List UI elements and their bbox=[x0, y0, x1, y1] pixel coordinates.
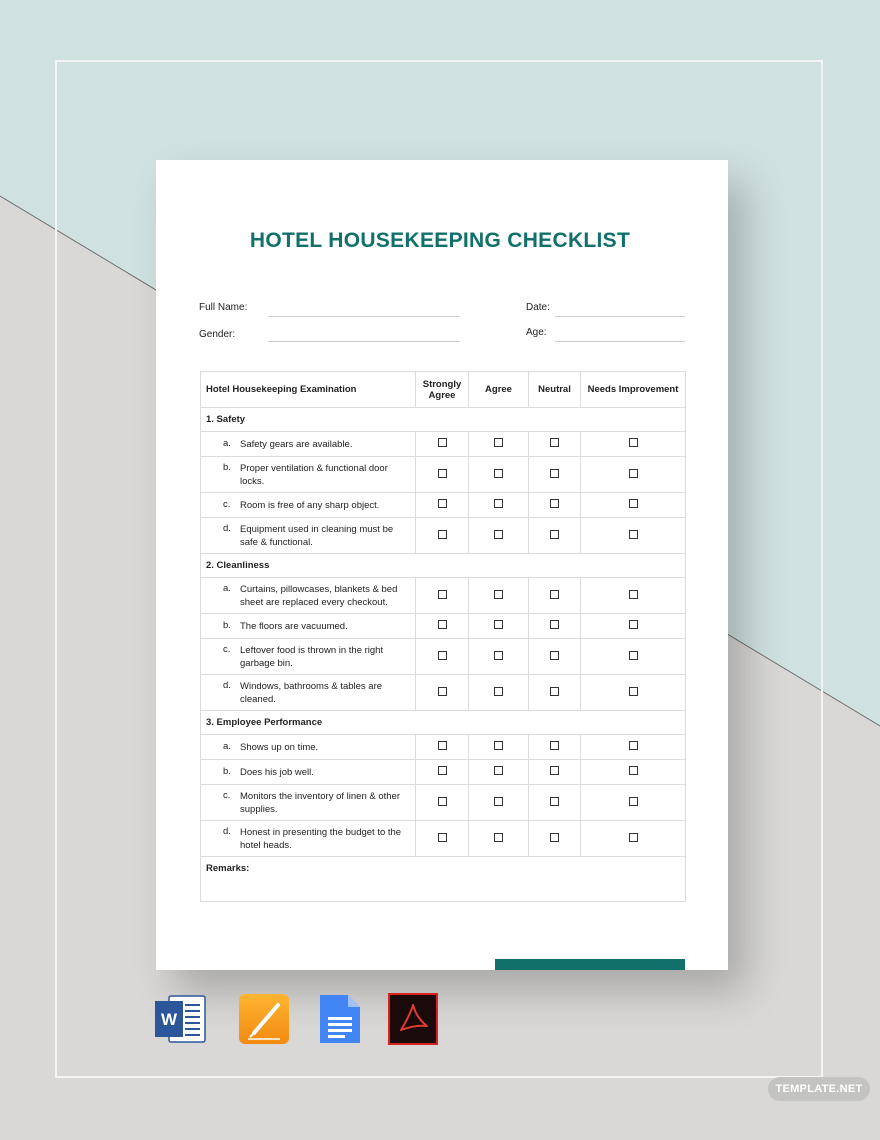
checkbox-strongly-agree[interactable] bbox=[438, 766, 447, 775]
checkbox-strongly-agree[interactable] bbox=[438, 590, 447, 599]
word-icon[interactable] bbox=[155, 993, 207, 1045]
checkbox-neutral[interactable] bbox=[550, 590, 559, 599]
checklist-item-row bbox=[201, 639, 686, 675]
item-letter: d. bbox=[223, 679, 231, 691]
rating-cell bbox=[581, 457, 686, 493]
checkbox-agree[interactable] bbox=[494, 530, 503, 539]
section-row bbox=[201, 554, 686, 578]
rating-cell bbox=[529, 457, 581, 493]
item-description bbox=[201, 578, 416, 614]
checklist-item-row bbox=[201, 735, 686, 760]
checkbox-agree[interactable] bbox=[494, 833, 503, 842]
rating-cell bbox=[529, 785, 581, 821]
item-text: Curtains, pillowcases, blankets & bed sheet are replaced every checkout. bbox=[240, 583, 398, 608]
item-text: Monitors the inventory of linen & other supplies. bbox=[240, 790, 401, 815]
rating-cell bbox=[529, 821, 581, 857]
checkbox-needs-improvement[interactable] bbox=[629, 766, 638, 775]
rating-cell bbox=[581, 518, 686, 554]
checkbox-needs-improvement[interactable] bbox=[629, 741, 638, 750]
header-examination: Hotel Housekeeping Examination bbox=[201, 372, 416, 408]
checkbox-neutral[interactable] bbox=[550, 687, 559, 696]
item-description bbox=[201, 457, 416, 493]
item-letter: a. bbox=[223, 437, 231, 449]
rating-cell bbox=[581, 785, 686, 821]
svg-text:W: W bbox=[160, 1010, 178, 1029]
checklist-item-row bbox=[201, 578, 686, 614]
age-label: Age: bbox=[526, 327, 547, 338]
header-neutral: Neutral bbox=[529, 372, 581, 408]
item-description bbox=[201, 432, 416, 457]
rating-cell bbox=[469, 578, 529, 614]
table-header-row bbox=[201, 372, 686, 408]
checkbox-needs-improvement[interactable] bbox=[629, 499, 638, 508]
item-description bbox=[201, 821, 416, 857]
rating-cell bbox=[416, 785, 469, 821]
checkbox-neutral[interactable] bbox=[550, 741, 559, 750]
section-title: 3. Employee Performance bbox=[201, 711, 686, 735]
item-text: Equipment used in cleaning must be safe & functional. bbox=[240, 523, 394, 548]
item-text: Honest in presenting the budget to the hotel heads. bbox=[240, 826, 402, 851]
rating-cell bbox=[416, 493, 469, 518]
checkbox-strongly-agree[interactable] bbox=[438, 530, 447, 539]
item-text: Room is free of any sharp object. bbox=[240, 499, 380, 511]
item-text: Leftover food is thrown in the right garbage bin. bbox=[240, 644, 384, 669]
rating-cell bbox=[416, 821, 469, 857]
checklist-item-row bbox=[201, 493, 686, 518]
rating-cell bbox=[469, 518, 529, 554]
checkbox-neutral[interactable] bbox=[550, 620, 559, 629]
remarks-field[interactable]: Remarks: bbox=[201, 857, 686, 902]
item-description bbox=[201, 760, 416, 785]
gender-field[interactable] bbox=[268, 341, 460, 342]
checkbox-needs-improvement[interactable] bbox=[629, 590, 638, 599]
checkbox-strongly-agree[interactable] bbox=[438, 499, 447, 508]
checklist-item-row bbox=[201, 760, 686, 785]
checklist-item-row bbox=[201, 614, 686, 639]
rating-cell bbox=[469, 457, 529, 493]
item-text: Safety gears are available. bbox=[240, 438, 353, 450]
rating-cell bbox=[416, 675, 469, 711]
rating-cell bbox=[529, 493, 581, 518]
item-letter: a. bbox=[223, 740, 231, 752]
checkbox-agree[interactable] bbox=[494, 687, 503, 696]
rating-cell bbox=[581, 432, 686, 457]
checkbox-strongly-agree[interactable] bbox=[438, 687, 447, 696]
rating-cell bbox=[469, 639, 529, 675]
checklist-table bbox=[200, 371, 686, 902]
pages-icon[interactable] bbox=[238, 993, 290, 1045]
item-letter: b. bbox=[223, 765, 231, 777]
item-text: Does his job well. bbox=[240, 766, 314, 778]
checkbox-neutral[interactable] bbox=[550, 833, 559, 842]
checkbox-agree[interactable] bbox=[494, 438, 503, 447]
rating-cell bbox=[529, 432, 581, 457]
pdf-icon[interactable] bbox=[388, 993, 440, 1045]
checkbox-neutral[interactable] bbox=[550, 797, 559, 806]
rating-cell bbox=[416, 518, 469, 554]
item-letter: d. bbox=[223, 522, 231, 534]
rating-cell bbox=[469, 760, 529, 785]
checkbox-needs-improvement[interactable] bbox=[629, 833, 638, 842]
checkbox-strongly-agree[interactable] bbox=[438, 438, 447, 447]
checkbox-agree[interactable] bbox=[494, 741, 503, 750]
checkbox-neutral[interactable] bbox=[550, 499, 559, 508]
item-letter: c. bbox=[223, 789, 231, 801]
rating-cell bbox=[469, 432, 529, 457]
full-name-label: Full Name: bbox=[199, 302, 248, 313]
item-description bbox=[201, 639, 416, 675]
rating-cell bbox=[416, 735, 469, 760]
checkbox-needs-improvement[interactable] bbox=[629, 438, 638, 447]
checkbox-neutral[interactable] bbox=[550, 766, 559, 775]
rating-cell bbox=[469, 735, 529, 760]
item-text: The floors are vacuumed. bbox=[240, 620, 348, 632]
checklist-item-row bbox=[201, 432, 686, 457]
checklist-body bbox=[201, 408, 686, 902]
checkbox-agree[interactable] bbox=[494, 766, 503, 775]
item-letter: a. bbox=[223, 582, 231, 594]
rating-cell bbox=[416, 614, 469, 639]
checkbox-agree[interactable] bbox=[494, 499, 503, 508]
section-title: 1. Safety bbox=[201, 408, 686, 432]
rating-cell bbox=[581, 760, 686, 785]
checkbox-strongly-agree[interactable] bbox=[438, 651, 447, 660]
rating-cell bbox=[416, 432, 469, 457]
footer-accent-bar bbox=[495, 959, 685, 970]
rating-cell bbox=[469, 821, 529, 857]
checklist-item-row bbox=[201, 457, 686, 493]
checkbox-strongly-agree[interactable] bbox=[438, 469, 447, 478]
checkbox-strongly-agree[interactable] bbox=[438, 833, 447, 842]
item-description bbox=[201, 785, 416, 821]
rating-cell bbox=[581, 614, 686, 639]
item-text: Shows up on time. bbox=[240, 741, 319, 753]
checkbox-neutral[interactable] bbox=[550, 438, 559, 447]
rating-cell bbox=[469, 675, 529, 711]
rating-cell bbox=[529, 675, 581, 711]
rating-cell bbox=[529, 735, 581, 760]
checkbox-agree[interactable] bbox=[494, 590, 503, 599]
item-description bbox=[201, 614, 416, 639]
item-description bbox=[201, 493, 416, 518]
checkbox-strongly-agree[interactable] bbox=[438, 741, 447, 750]
checklist-item-row bbox=[201, 518, 686, 554]
google-docs-icon[interactable] bbox=[314, 993, 366, 1045]
item-letter: b. bbox=[223, 461, 231, 473]
date-field[interactable] bbox=[555, 316, 685, 317]
section-title: 2. Cleanliness bbox=[201, 554, 686, 578]
date-label: Date: bbox=[526, 302, 550, 313]
rating-cell bbox=[529, 518, 581, 554]
rating-cell bbox=[416, 457, 469, 493]
rating-cell bbox=[581, 675, 686, 711]
checkbox-needs-improvement[interactable] bbox=[629, 530, 638, 539]
checkbox-strongly-agree[interactable] bbox=[438, 620, 447, 629]
rating-cell bbox=[529, 639, 581, 675]
rating-cell bbox=[469, 614, 529, 639]
checkbox-neutral[interactable] bbox=[550, 469, 559, 478]
item-description bbox=[201, 518, 416, 554]
rating-cell bbox=[529, 760, 581, 785]
section-row bbox=[201, 711, 686, 735]
checkbox-neutral[interactable] bbox=[550, 651, 559, 660]
rating-cell bbox=[581, 493, 686, 518]
checkbox-agree[interactable] bbox=[494, 620, 503, 629]
age-field[interactable] bbox=[555, 341, 685, 342]
item-letter: b. bbox=[223, 619, 231, 631]
header-agree: Agree bbox=[469, 372, 529, 408]
rating-cell bbox=[416, 760, 469, 785]
rating-cell bbox=[581, 735, 686, 760]
checkbox-needs-improvement[interactable] bbox=[629, 469, 638, 478]
item-letter: c. bbox=[223, 498, 231, 510]
checkbox-needs-improvement[interactable] bbox=[629, 620, 638, 629]
rating-cell bbox=[469, 493, 529, 518]
rating-cell bbox=[416, 578, 469, 614]
checkbox-agree[interactable] bbox=[494, 469, 503, 478]
item-text: Windows, bathrooms & tables are cleaned. bbox=[240, 680, 383, 705]
item-letter: c. bbox=[223, 643, 231, 655]
checkbox-neutral[interactable] bbox=[550, 530, 559, 539]
header-needs-improvement: Needs Improvement bbox=[581, 372, 686, 408]
checkbox-strongly-agree[interactable] bbox=[438, 797, 447, 806]
checkbox-needs-improvement[interactable] bbox=[629, 797, 638, 806]
rating-cell bbox=[581, 578, 686, 614]
rating-cell bbox=[529, 614, 581, 639]
template-net-watermark: TEMPLATE.NET bbox=[768, 1077, 870, 1101]
checklist-item-row bbox=[201, 821, 686, 857]
full-name-field[interactable] bbox=[268, 316, 460, 317]
checkbox-agree[interactable] bbox=[494, 797, 503, 806]
rating-cell bbox=[469, 785, 529, 821]
rating-cell bbox=[581, 821, 686, 857]
remarks-row bbox=[201, 857, 686, 902]
document-title: HOTEL HOUSEKEEPING CHECKLIST bbox=[249, 229, 631, 252]
checklist-item-row bbox=[201, 675, 686, 711]
gender-label: Gender: bbox=[199, 329, 236, 340]
section-row bbox=[201, 408, 686, 432]
checkbox-needs-improvement[interactable] bbox=[629, 687, 638, 696]
checkbox-agree[interactable] bbox=[494, 651, 503, 660]
item-description bbox=[201, 735, 416, 760]
checklist-item-row bbox=[201, 785, 686, 821]
rating-cell bbox=[529, 578, 581, 614]
rating-cell bbox=[416, 639, 469, 675]
header-strongly-agree: Strongly Agree bbox=[416, 372, 469, 408]
item-letter: d. bbox=[223, 825, 231, 837]
item-description bbox=[201, 675, 416, 711]
item-text: Proper ventilation & functional door locks. bbox=[240, 462, 388, 487]
rating-cell bbox=[581, 639, 686, 675]
checkbox-needs-improvement[interactable] bbox=[629, 651, 638, 660]
